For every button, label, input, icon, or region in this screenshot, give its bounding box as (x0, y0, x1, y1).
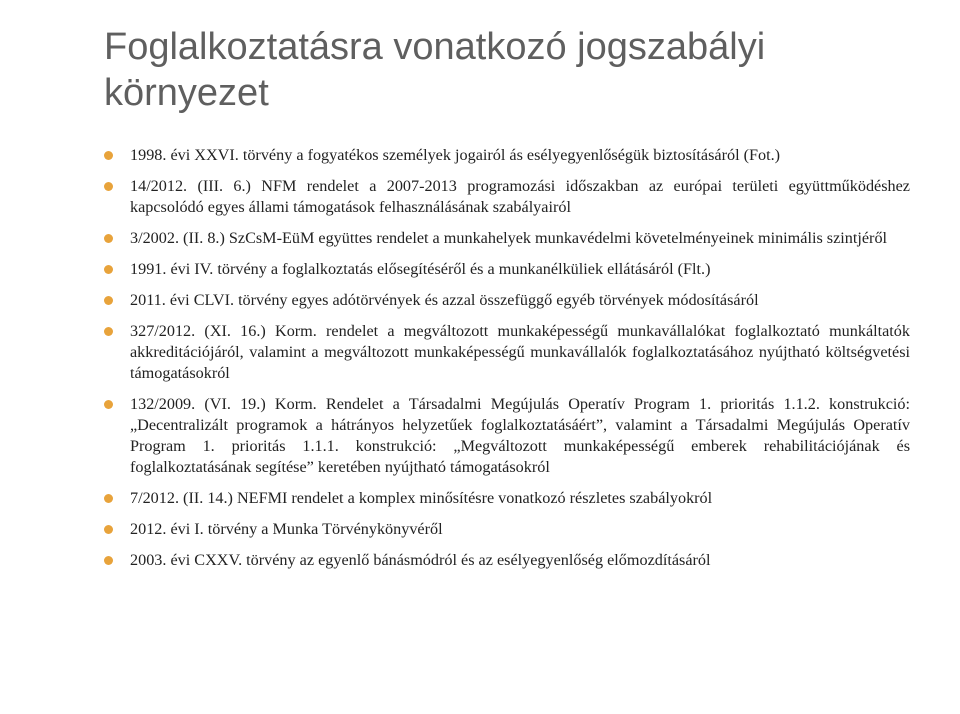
list-item-text: 2011. évi CLVI. törvény egyes adótörvények és azzal összefüggő egyéb törvények módosításáról (130, 291, 759, 309)
list-item (100, 176, 910, 218)
bullet-dot-icon (104, 234, 113, 243)
list-item (100, 290, 910, 311)
list-item (100, 145, 910, 166)
bullet-list (100, 145, 910, 581)
list-item-text: 132/2009. (VI. 19.) Korm. Rendelet a Társadalmi Megújulás Operatív Program 1. prioritás 1.1.2. konstrukció: „Decentralizált programok a hátrányos helyzetűek foglalkoztatásáért”, valamint a Társadalmi Megújulás Operatív Program 1. prioritás 1.1.1. konstrukció: „Megváltozott munkaképességű emberek rehabilitációjának és foglalkoztatásának segítése” keretében nyújtható támogatásokról (130, 395, 910, 476)
bullet-dot-icon (104, 151, 113, 160)
list-item (100, 394, 910, 478)
list-item-text: 1991. évi IV. törvény a foglalkoztatás elősegítéséről és a munkanélküliek ellátásáról (Flt.) (130, 260, 711, 278)
list-item (100, 228, 910, 249)
list-item (100, 259, 910, 280)
bullet-dot-icon (104, 400, 113, 409)
list-item-text: 2012. évi I. törvény a Munka Törvénykönyvéről (130, 520, 443, 538)
list-item-text: 327/2012. (XI. 16.) Korm. rendelet a megváltozott munkaképességű munkavállalókat foglalkoztató munkáltatók akkreditációjáról, valamint a megváltozott munkaképességű munkavállalók foglalkoztatásához nyújtható költségvetési támogatásokról (130, 322, 910, 382)
list-item (100, 550, 910, 571)
list-item-text: 2003. évi CXXV. törvény az egyenlő bánásmódról és az esélyegyenlőség előmozdításáról (130, 551, 711, 569)
slide-title: Foglalkoztatásra vonatkozó jogszabályi környezet (104, 26, 766, 114)
list-item-text: 3/2002. (II. 8.) SzCsM-EüM együttes rendelet a munkahelyek munkavédelmi követelményeinek minimális szintjéről (130, 229, 888, 247)
list-item-text: 14/2012. (III. 6.) NFM rendelet a 2007-2013 programozási időszakban az európai területi együttműködéshez kapcsolódó egyes állami támogatások felhasználásának szabályairól (130, 177, 910, 216)
bullet-dot-icon (104, 182, 113, 191)
list-item (100, 321, 910, 384)
list-item (100, 519, 910, 540)
bullet-dot-icon (104, 525, 113, 534)
list-item-text: 1998. évi XXVI. törvény a fogyatékos személyek jogairól ás esélyegyenlőségük biztosításáról (Fot.) (130, 146, 781, 164)
bullet-dot-icon (104, 556, 113, 565)
bullet-dot-icon (104, 494, 113, 503)
list-item (100, 488, 910, 509)
list-item-text: 7/2012. (II. 14.) NEFMI rendelet a komplex minősítésre vonatkozó részletes szabályokról (130, 489, 713, 507)
bullet-dot-icon (104, 327, 113, 336)
bullet-dot-icon (104, 265, 113, 274)
bullet-dot-icon (104, 296, 113, 305)
